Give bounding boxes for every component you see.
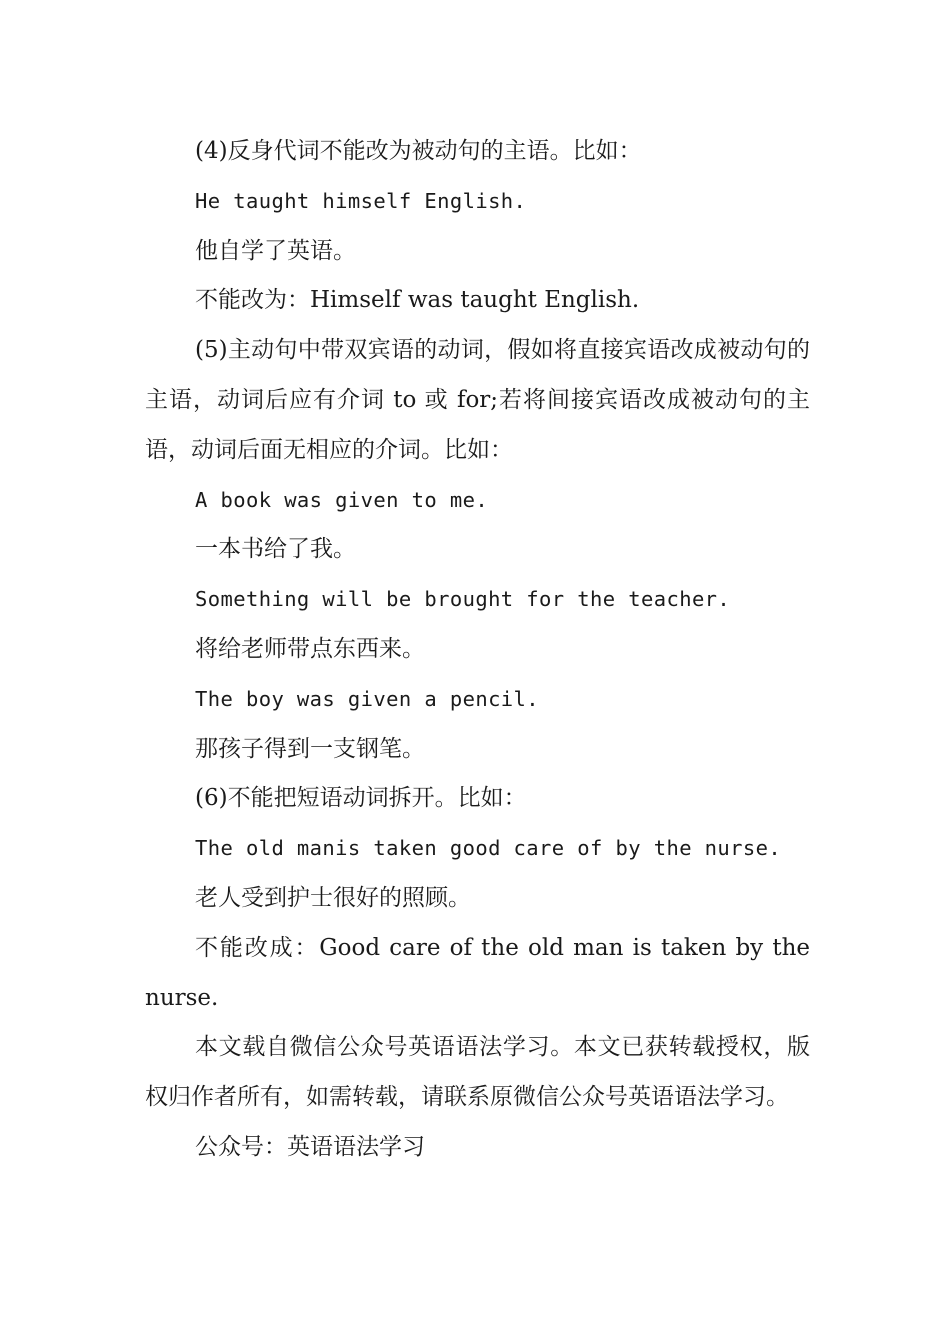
document-body (145, 127, 810, 1173)
example-sentence-english: The boy was given a pencil. (195, 686, 540, 711)
counter-example: 不能改成：Good care of the old man is taken by the nurse. (145, 934, 810, 1011)
example-sentence-english: Something will be brought for the teacher. (195, 587, 731, 612)
paragraph-rule-5: (5)主动句中带双宾语的动词，假如将直接宾语改成被动句的主语，动词后应有介词 to 或 for;若将间接宾语改成被动句的主语，动词后面无相应的介词。比如： (145, 337, 810, 463)
example-sentence-chinese: 将给老师带点东西来。 (195, 635, 425, 662)
paragraph-rule-4: (4)反身代词不能改为被动句的主语。比如： (195, 138, 642, 164)
example-sentence-english: He taught himself English. (195, 188, 527, 213)
example-sentence-chinese: 老人受到护士很好的照顾。 (195, 884, 471, 911)
counter-example: 不能改为：Himself was taught English. (195, 287, 640, 314)
example-sentence-chinese: 他自学了英语。 (195, 237, 356, 264)
source-note: 本文载自微信公众号英语语法学习。本文已获转载授权，版权归作者所有，如需转载，请联系原微信公众号英语语法学习。 (145, 1034, 810, 1111)
example-sentence-english: A book was given to me. (195, 487, 489, 512)
paragraph-rule-6: (6)不能把短语动词拆开。比如： (195, 785, 527, 812)
example-sentence-english: The old manis taken good care of by the nurse. (195, 836, 782, 861)
public-account-note: 公众号：英语语法学习 (195, 1133, 425, 1160)
example-sentence-chinese: 一本书给了我。 (195, 536, 356, 563)
example-sentence-chinese: 那孩子得到一支钢笔。 (195, 735, 425, 762)
